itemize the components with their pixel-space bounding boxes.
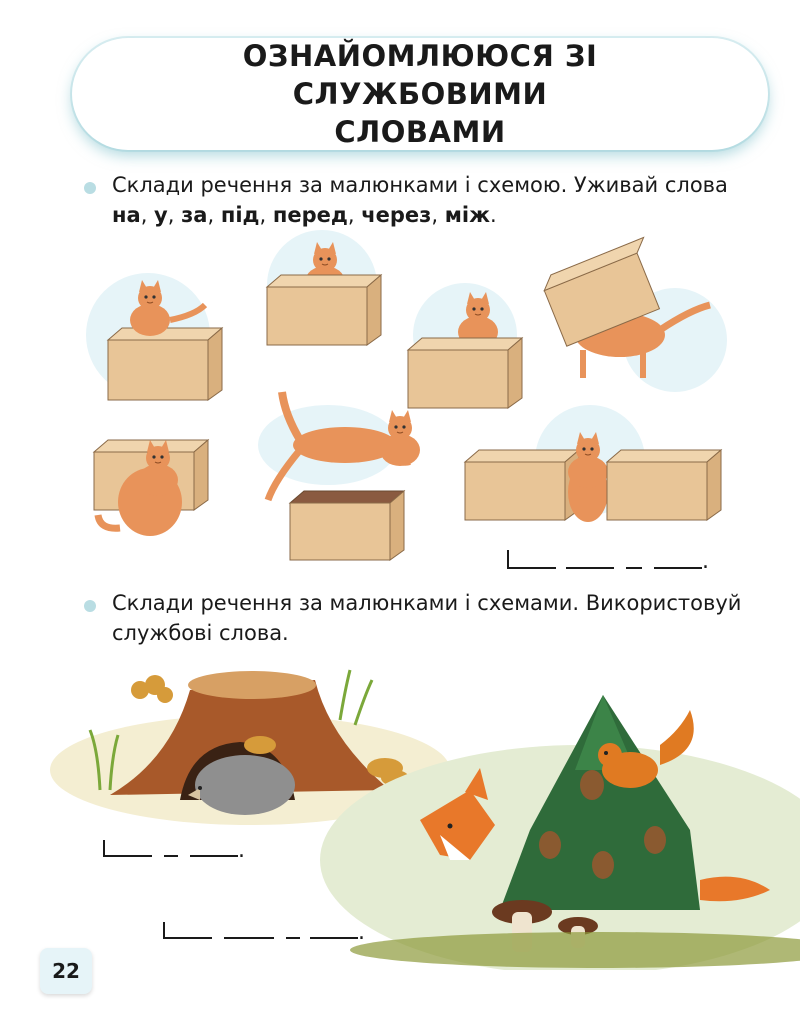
- sentence-scheme-1: [506, 548, 716, 572]
- scheme-2-period: .: [238, 838, 245, 863]
- scene-cat-between-boxes: [465, 405, 721, 522]
- word-za: за: [181, 203, 208, 227]
- sentence-scheme-2: [102, 838, 252, 863]
- forest-illustrations: [0, 650, 800, 970]
- scheme-1-period: .: [702, 549, 709, 574]
- word-na: на: [112, 203, 141, 227]
- scheme-3-period: .: [358, 920, 365, 945]
- scene-cat-under-box: [540, 237, 727, 392]
- word-cherez: через: [361, 203, 432, 227]
- task-1-period: .: [490, 203, 497, 227]
- task-1: Склади речення за малюнками і схемою. Уживай слова на, у, за, під, перед, через, між.: [112, 173, 728, 227]
- title-banner: [72, 38, 768, 150]
- task-1-text: Склади речення за малюнками і схемою. Уживай слова: [112, 173, 728, 197]
- word-pid: під: [220, 203, 260, 227]
- word-pered: перед: [272, 203, 348, 227]
- task-2: Склади речення за малюнками і схемами. Використовуй службові слова.: [112, 591, 742, 645]
- bullet-icon: [84, 182, 96, 194]
- bullet-icon: [84, 600, 96, 612]
- scene-cat-behind-box: [408, 283, 522, 408]
- word-u: у: [154, 203, 168, 227]
- page-number: 22: [40, 948, 92, 994]
- scene-cat-in-front-of-box: [94, 440, 208, 536]
- scene-cat-in-box: [267, 230, 381, 345]
- page-title: [120, 37, 720, 151]
- title-line-2: СЛОВАМИ: [334, 115, 506, 149]
- title-line-1: ОЗНАЙОМЛЮЮСЯ ЗІ СЛУЖБОВИМИ: [242, 39, 598, 111]
- word-mizh: між: [444, 203, 490, 227]
- scene-cat-on-box: [86, 273, 222, 400]
- sentence-scheme-3: [162, 920, 372, 945]
- scene-cat-over-box: [258, 392, 420, 560]
